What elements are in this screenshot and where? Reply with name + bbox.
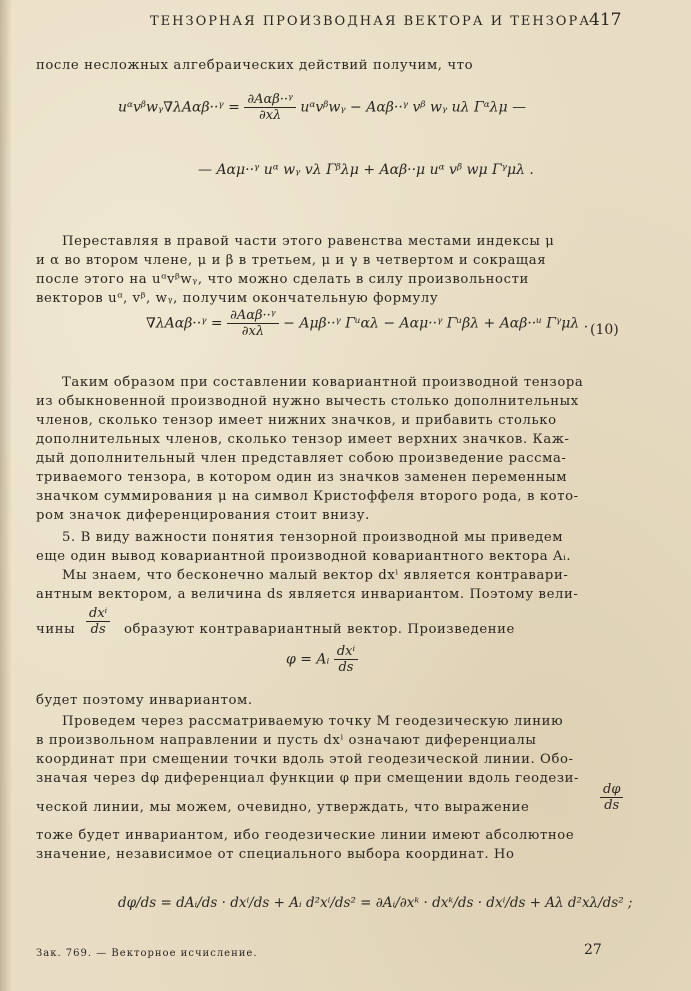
text-line: из обыкновенной производной нужно вычесть столько дополнительных [36, 394, 579, 409]
text-line: дый дополнительный член представляет собою произведение рассма- [36, 451, 567, 466]
printer-imprint: Зак. 769. — Векторное исчисление. [36, 948, 258, 959]
fraction-dphi-ds [600, 782, 623, 813]
page-spine-shadow [0, 0, 12, 991]
text-line: 5. В виду важности понятия тензорной производной мы приведем [62, 530, 564, 545]
text-line: триваемого тензора, в котором один из значков заменен переменным [36, 470, 568, 485]
fraction-denominator: ∂xλ [258, 108, 282, 123]
text-line: в произвольном направлении и пусть dxⁱ означают диференциалы [36, 733, 537, 748]
equation-1-fraction [244, 92, 296, 123]
text-line: членов, сколько тензор имеет нижних значков, и прибавить столько [36, 413, 557, 428]
text-line: и α во втором члене, μ и β в третьем, μ и γ в четвертом и сокращая [36, 253, 547, 268]
text-line-start: чины [36, 622, 76, 637]
text-line: Переставляя в правой части этого равенства местами индексы μ [62, 234, 555, 249]
text-line: значком суммирования μ на символ Кристоффеля второго рода, в кото- [36, 489, 579, 504]
text-line: координат при смещении точки вдоль этой геодезической линии. Обо- [36, 752, 574, 767]
equation-1 [118, 92, 526, 123]
signature-number: 27 [584, 942, 602, 958]
equation-1-continued: — Aαμ··ᵞ uᵅ wᵧ vλ Γᵝλμ + Aαβ··μ uᵅ vᵝ wμ Γᵞμλ . [198, 162, 534, 178]
text-line: Мы знаем, что бесконечно малый вектор dxⁱ является контравари- [62, 568, 569, 583]
equation-10 [146, 308, 588, 339]
equation-phi [286, 644, 358, 675]
final-equation: dφ/ds = dAᵢ/ds · dxⁱ/ds + Aᵢ d²xⁱ/ds² = ∂Aᵢ/∂xᵏ · dxᵏ/ds · dxⁱ/ds + Aλ d²xλ/ds² ; [118, 895, 633, 911]
equation-10-fraction [227, 308, 279, 339]
fraction-denominator: ds [338, 660, 354, 675]
equation-phi-left: φ = Aᵢ [286, 651, 330, 668]
text-line: ром значок диференцирования стоит внизу. [36, 508, 370, 523]
text-line: после несложных алгебраических действий получим, что [36, 58, 474, 73]
fraction-numerator: dφ [600, 782, 623, 798]
text-line: Таким образом при составлении ковариантной производной тензора [62, 375, 584, 390]
text-line: Проведем через рассматриваемую точку M геодезическую линию [62, 714, 564, 729]
fraction-denominator: ds [90, 622, 106, 637]
text-line: еще один вывод ковариантной производной ковариантного вектора Aᵢ. [36, 549, 572, 564]
fraction-dx-ds [86, 606, 110, 637]
text-line: после этого на uᵅvᵝwᵧ, что можно сделать в силу произвольности [36, 272, 529, 287]
text-line-end: образуют контравариантный вектор. Произведение [124, 622, 515, 637]
page-number: 417 [589, 10, 622, 30]
equation-10-left: ∇λAαβ··ᵞ = [146, 315, 223, 332]
fraction-numerator: ∂Aαβ··ᵞ [227, 308, 279, 324]
fraction-numerator: ∂Aαβ··ᵞ [244, 92, 296, 108]
equation-number: (10) [590, 322, 619, 338]
text-line: ческой линии, мы можем, очевидно, утверждать, что выражение [36, 800, 530, 815]
equation-phi-fraction [334, 644, 358, 675]
equation-1-left: uᵅvᵝwᵧ∇λAαβ··ᵞ = [118, 99, 240, 116]
text-line: значая через dφ диференциал функции φ при смещении вдоль геодези- [36, 771, 580, 786]
text-line: дополнительных членов, сколько тензор имеет верхних значков. Каж- [36, 432, 570, 447]
fraction-denominator: ∂xλ [241, 324, 265, 339]
equation-1-right: uᵅvᵝwᵧ − Aαβ··ᵞ vᵝ wᵧ uλ Γᵅλμ — [300, 99, 527, 116]
fraction-numerator: dxⁱ [86, 606, 110, 622]
equation-10-right: − Aμβ··ᵞ Γᵘαλ − Aαμ··ᵞ Γᵘβλ + Aαβ··ᵘ Γᵞμλ . [283, 315, 589, 332]
text-line: векторов uᵅ, vᵝ, wᵧ, получим окончательную формулу [36, 291, 439, 306]
running-header: ТЕНЗОРНАЯ ПРОИЗВОДНАЯ ВЕКТОРА И ТЕНЗОРА [150, 14, 592, 29]
fraction-denominator: ds [604, 798, 620, 813]
text-line: антным вектором, а величина ds является инвариантом. Поэтому вели- [36, 587, 579, 602]
text-line: тоже будет инвариантом, ибо геодезические линии имеют абсолютное [36, 828, 575, 843]
fraction-numerator: dxⁱ [334, 644, 358, 660]
text-line: значение, независимое от специального выбора координат. Но [36, 847, 515, 862]
text-line: будет поэтому инвариантом. [36, 693, 253, 708]
